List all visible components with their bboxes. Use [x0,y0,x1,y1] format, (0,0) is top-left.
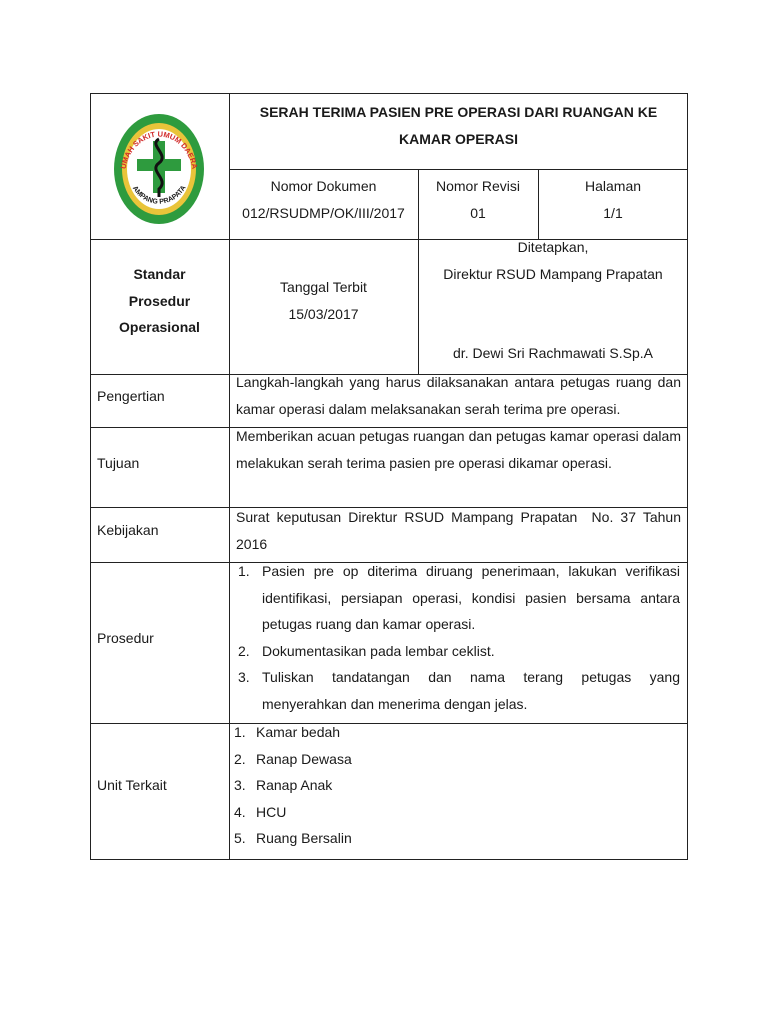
director-title: Direktur RSUD Mampang Prapatan [443,265,663,282]
issue-date-label: Tanggal Terbit [280,279,367,295]
issue-date-value: 15/03/2017 [288,305,359,322]
unit-terkait-list [234,719,674,852]
hospital-logo [112,105,206,225]
revision-cell [418,173,538,226]
list-item: 2. Ranap Dewasa [234,750,352,767]
set-by: Ditetapkan, [517,239,589,255]
doc-number-label: Nomor Dokumen [270,178,377,194]
doc-number-value: 012/RSUDMP/OK/III/2017 [242,204,405,221]
pengertian-text: Langkah-langkah yang harus dilaksanakan antara petugas ruang dan kamar operasi dalam melaksanakan serah terima pre operasi. [236,374,681,417]
kebijakan-label: Kebijakan [97,522,159,538]
logo-arc-bottom: AMPANG PRAPATA [130,184,188,206]
prosedur-label: Prosedur [97,630,154,646]
list-item: 1. Kamar bedah [234,724,341,740]
unit-terkait-label: Unit Terkait [97,777,167,793]
tujuan-label: Tujuan [97,455,140,471]
logo-arc-top: UMAH SAKIT UMUM DAERA [118,129,200,170]
list-item: 2. Dokumentasikan pada lembar ceklist. [238,642,495,659]
sop-title: Standar Prosedur Operasional [119,266,200,336]
approval-cell [418,234,688,367]
pengertian-label: Pengertian [97,388,165,404]
kebijakan-text: Surat keputusan Direktur RSUD Mampang Prapatan No. 37 Tahun 2016 [236,509,685,552]
revision-value: 01 [470,204,486,221]
list-item: 5. Ruang Bersalin [234,830,352,847]
list-item: 3. Tuliskan tandatangan dan nama terang petugas yang menyerahkan dan menerima dengan jelas. [238,669,680,712]
page-cell [538,173,688,226]
page-value: 1/1 [603,204,623,221]
doc-number-cell [229,173,418,226]
signatory-name: dr. Dewi Sri Rachmawati S.Sp.A [453,345,653,362]
rule [229,169,688,170]
page-label: Halaman [584,178,642,194]
title-line-1: SERAH TERIMA PASIEN PRE OPERASI DARI RUANGAN KE [259,104,658,120]
list-item: 4. HCU [234,803,287,820]
revision-label: Nomor Revisi [435,178,520,194]
title-line-2: KAMAR OPERASI [398,131,518,147]
list-item: 3. Ranap Anak [234,777,333,794]
tujuan-text: Memberikan acuan petugas ruangan dan petugas kamar operasi dalam melakukan serah terima pasien pre operasi dikamar operasi. [236,428,681,471]
document-title [229,99,688,153]
prosedur-list [238,558,680,718]
list-item: 1. Pasien pre op diterima diruang penerimaan, lakukan verifikasi identifikasi, persiapan operasi, kondisi pasien bersama antara petugas ruang dan kamar operasi. [238,563,680,633]
issue-date-cell [229,274,418,327]
